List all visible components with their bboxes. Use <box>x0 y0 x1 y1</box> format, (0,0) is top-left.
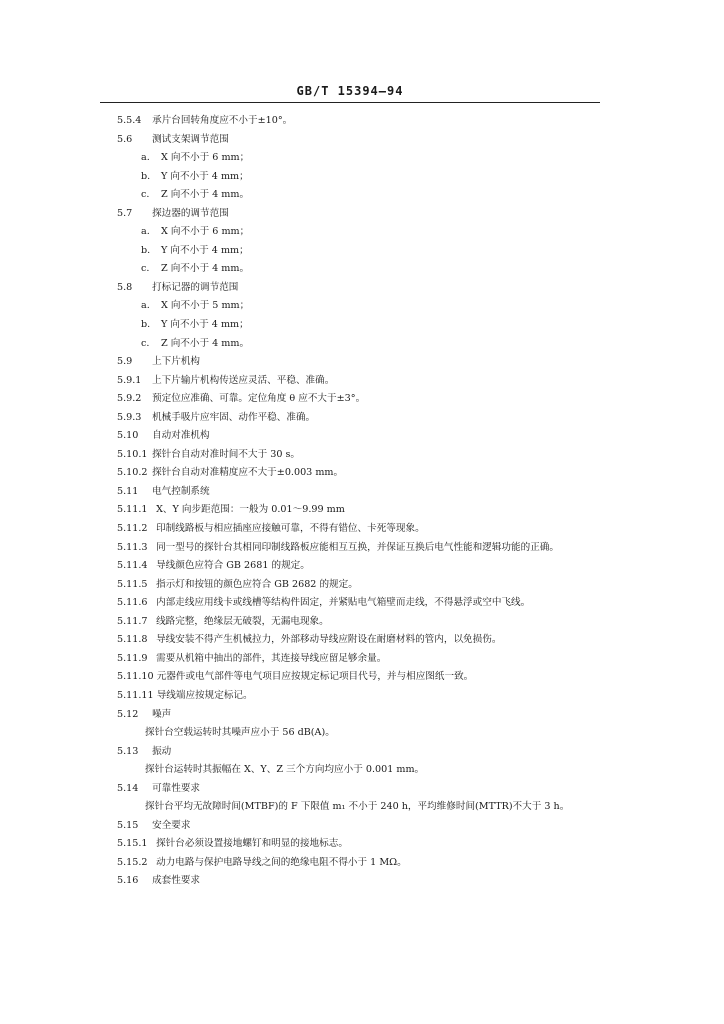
clause-title: 噪声 <box>152 708 172 720</box>
clause-5-11-1 <box>117 501 602 520</box>
item-text: X 向不小于 6 mm； <box>161 152 250 164</box>
clause-text: 印制线路板与相应插座应接触可靠，不得有错位、卡死等现象。 <box>156 523 425 535</box>
clause-number: 5.10.2 <box>117 467 148 479</box>
clause-text: 线路完整，绝缘层无破裂，无漏电现象。 <box>156 615 329 627</box>
clause-5-12 <box>117 706 602 725</box>
page-header-standard-number: GB/T 15394—94 <box>296 84 404 98</box>
clause-number: 5.9.1 <box>117 374 142 386</box>
clause-number: 5.10 <box>117 430 139 442</box>
clause-5-9-2 <box>117 390 602 409</box>
clause-5-13 <box>117 743 602 762</box>
clause-5-11-3 <box>117 539 602 558</box>
clause-5-5-4 <box>117 112 602 131</box>
clause-number: 5.11.7 <box>117 615 148 627</box>
clause-5-11-10 <box>117 668 602 687</box>
clause-5-11-11 <box>117 687 602 706</box>
clause-text: 探针台必须设置接地螺钉和明显的接地标志。 <box>156 838 348 850</box>
clause-number: 5.9 <box>117 356 133 368</box>
clause-5-14-body <box>117 798 602 817</box>
clause-title: 电气控制系统 <box>152 485 210 497</box>
clause-text: 动力电路与保护电路导线之间的绝缘电阻不得小于 1 MΩ。 <box>156 856 407 868</box>
clause-text: 探针台自动对准时间不大于 30 s。 <box>152 448 301 460</box>
clause-text: 同一型号的探针台其相同印制线路板应能相互互换，并保证互换后电气性能和逻辑功能的正确。 <box>156 541 559 553</box>
item-text: Z 向不小于 4 mm。 <box>161 337 250 349</box>
item-text: X 向不小于 6 mm； <box>161 226 250 238</box>
clause-text: 机械手吸片应牢固、动作平稳、准确。 <box>152 411 316 423</box>
clause-title: 上下片机构 <box>152 356 201 368</box>
item-text: Z 向不小于 4 mm。 <box>161 189 250 201</box>
clause-5-9 <box>117 353 602 372</box>
clause-number: 5.11.5 <box>117 578 148 590</box>
clause-5-10-2 <box>117 464 602 483</box>
clause-number: 5.11.2 <box>117 523 148 535</box>
clause-text: 承片台回转角度应不小于±10°。 <box>152 115 293 126</box>
clause-number: 5.14 <box>117 782 139 794</box>
header-rule <box>100 102 600 103</box>
clause-number: 5.6 <box>117 133 133 145</box>
clause-5-8 <box>117 279 602 298</box>
clause-text: 指示灯和按钮的颜色应符合 GB 2682 的规定。 <box>156 578 358 590</box>
clause-number: 5.5.4 <box>117 115 142 126</box>
clause-5-11-2 <box>117 520 602 539</box>
item-marker: b. <box>141 170 151 182</box>
clause-text: 需要从机箱中抽出的部件，其连接导线应留足够余量。 <box>156 652 387 664</box>
clause-title: 自动对准机构 <box>152 430 210 442</box>
clause-5-10 <box>117 427 602 446</box>
clause-title: 振动 <box>152 745 172 757</box>
list-item-b <box>117 242 602 261</box>
clause-number: 5.15 <box>117 819 139 831</box>
clause-5-11-8 <box>117 631 602 650</box>
clause-text: 预定位应准确、可靠。定位角度 θ 应不大于±3°。 <box>152 393 366 405</box>
clause-text: 上下片输片机构传送应灵活、平稳、准确。 <box>152 374 335 386</box>
clause-number: 5.11.6 <box>117 597 148 609</box>
clause-5-15 <box>117 817 602 836</box>
item-marker: a. <box>141 226 150 238</box>
clause-title: 测试支架调节范围 <box>152 133 229 145</box>
item-text: Y 向不小于 4 mm； <box>161 244 249 256</box>
clause-text: 元器件或电气部件等电气项目应按规定标记项目代号，并与相应图纸一致。 <box>156 671 474 683</box>
clause-5-11-7 <box>117 613 602 632</box>
item-text: Y 向不小于 4 mm； <box>161 319 249 331</box>
list-item-c <box>117 335 602 354</box>
clause-title: 打标记器的调节范围 <box>152 281 239 293</box>
clause-number: 5.13 <box>117 745 139 757</box>
list-item-b <box>117 168 602 187</box>
clause-number: 5.15.1 <box>117 838 148 850</box>
clause-5-9-1 <box>117 372 602 391</box>
clause-5-15-2 <box>117 854 602 873</box>
clause-5-12-body <box>117 724 602 743</box>
clause-5-11-6 <box>117 594 602 613</box>
clause-5-11-4 <box>117 557 602 576</box>
document-body <box>117 112 602 891</box>
clause-5-9-3 <box>117 409 602 428</box>
clause-number: 5.11.1 <box>117 504 148 516</box>
item-text: Z 向不小于 4 mm。 <box>161 263 250 275</box>
clause-text: 探针台运转时其振幅在 X、Y、Z 三个方向均应小于 0.001 mm。 <box>145 764 425 776</box>
item-text: Y 向不小于 4 mm； <box>161 170 249 182</box>
list-item-c <box>117 186 602 205</box>
item-marker: c. <box>141 337 150 349</box>
clause-number: 5.11 <box>117 485 139 497</box>
clause-text: 导线端应按规定标记。 <box>156 689 253 701</box>
clause-5-15-1 <box>117 835 602 854</box>
list-item-a <box>117 297 602 316</box>
clause-text: 导线颜色应符合 GB 2681 的规定。 <box>156 560 310 572</box>
clause-text: 导线安装不得产生机械拉力，外部移动导线应附设在耐磨材料的管内，以免损伤。 <box>156 634 502 646</box>
clause-number: 5.9.2 <box>117 393 142 405</box>
list-item-b <box>117 316 602 335</box>
clause-number: 5.11.9 <box>117 652 148 664</box>
clause-text: 探针台空载运转时其噪声应小于 56 dB(A)。 <box>145 727 335 739</box>
clause-number: 5.16 <box>117 875 139 887</box>
clause-number: 5.11.11 <box>117 689 154 701</box>
clause-number: 5.7 <box>117 207 133 219</box>
clause-number: 5.9.3 <box>117 411 142 423</box>
clause-5-10-1 <box>117 446 602 465</box>
clause-title: 探边器的调节范围 <box>152 207 229 219</box>
clause-number: 5.10.1 <box>117 448 148 460</box>
item-text: X 向不小于 5 mm； <box>161 300 250 312</box>
item-marker: c. <box>141 189 150 201</box>
clause-title: 成套性要求 <box>152 875 201 887</box>
clause-number: 5.8 <box>117 281 133 293</box>
clause-number: 5.11.4 <box>117 560 148 572</box>
clause-5-14 <box>117 780 602 799</box>
clause-title: 安全要求 <box>152 819 191 831</box>
clause-5-6 <box>117 131 602 150</box>
item-marker: a. <box>141 152 150 164</box>
clause-5-7 <box>117 205 602 224</box>
item-marker: c. <box>141 263 150 275</box>
clause-5-16 <box>117 872 602 891</box>
clause-text: 探针台平均无故障时间(MTBF)的 F 下限值 m₁ 不小于 240 h，平均维修时间(MTTR)不大于 3 h。 <box>145 801 570 813</box>
clause-5-13-body <box>117 761 602 780</box>
item-marker: a. <box>141 300 150 312</box>
list-item-a <box>117 223 602 242</box>
clause-number: 5.12 <box>117 708 139 720</box>
list-item-c <box>117 260 602 279</box>
clause-number: 5.11.3 <box>117 541 148 553</box>
clause-title: 可靠性要求 <box>152 782 201 794</box>
clause-number: 5.11.10 <box>117 671 154 683</box>
clause-text: 内部走线应用线卡或线槽等结构件固定，并紧贴电气箱壁而走线，不得悬浮或空中飞线。 <box>156 597 531 609</box>
clause-5-11 <box>117 483 602 502</box>
clause-text: 探针台自动对准精度应不大于±0.003 mm。 <box>152 467 344 479</box>
clause-number: 5.15.2 <box>117 856 148 868</box>
list-item-a <box>117 149 602 168</box>
item-marker: b. <box>141 244 151 256</box>
clause-5-11-9 <box>117 650 602 669</box>
item-marker: b. <box>141 319 151 331</box>
clause-text: X、Y 向步距范围：一般为 0.01～9.99 mm <box>156 504 345 516</box>
clause-5-11-5 <box>117 576 602 595</box>
clause-number: 5.11.8 <box>117 634 148 646</box>
